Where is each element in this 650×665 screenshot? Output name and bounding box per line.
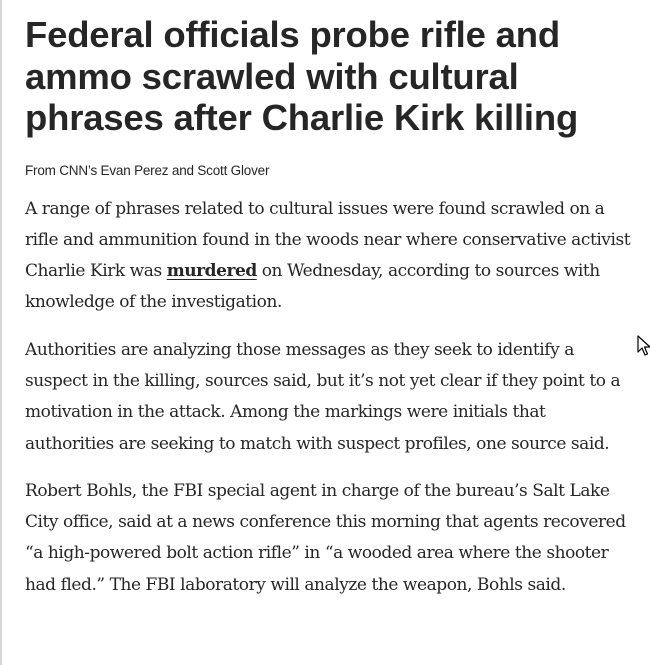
headline: Federal officials probe rifle and ammo scrawled with cultural phrases after Charlie Kirk killing [25, 14, 579, 138]
mouse-pointer-icon [637, 335, 650, 357]
left-border [0, 0, 2, 665]
paragraph-2: Authorities are analyzing those messages as they seek to identify a suspect in the killing, sources said, but it’s not yet clear if they point to a motivation in the attack. Among the markings were initials that authorities are seeking to match with suspect profiles, one source said. [25, 339, 621, 454]
paragraph-1-text-after: on Wednesday, according to sources with knowledge of the investigation. [25, 261, 600, 313]
article [25, 14, 637, 601]
murdered-link[interactable]: murdered [166, 261, 257, 282]
paragraph-3: Robert Bohls, the FBI special agent in charge of the bureau’s Salt Lake City office, said at a news conference this morning that agents recovered “a high-powered bolt action rifle” in “a wooded area where the shooter had fled.” The FBI laboratory will analyze the weapon, Bohls said. [25, 480, 626, 595]
byline: From CNN’s Evan Perez and Scott Glover [25, 162, 270, 178]
paragraph-1 [25, 194, 637, 319]
paragraph-1-text-before: A range of phrases related to cultural issues were found scrawled on a rifle and ammunition found in the woods near where conservative activist Charlie Kirk was [25, 198, 631, 282]
